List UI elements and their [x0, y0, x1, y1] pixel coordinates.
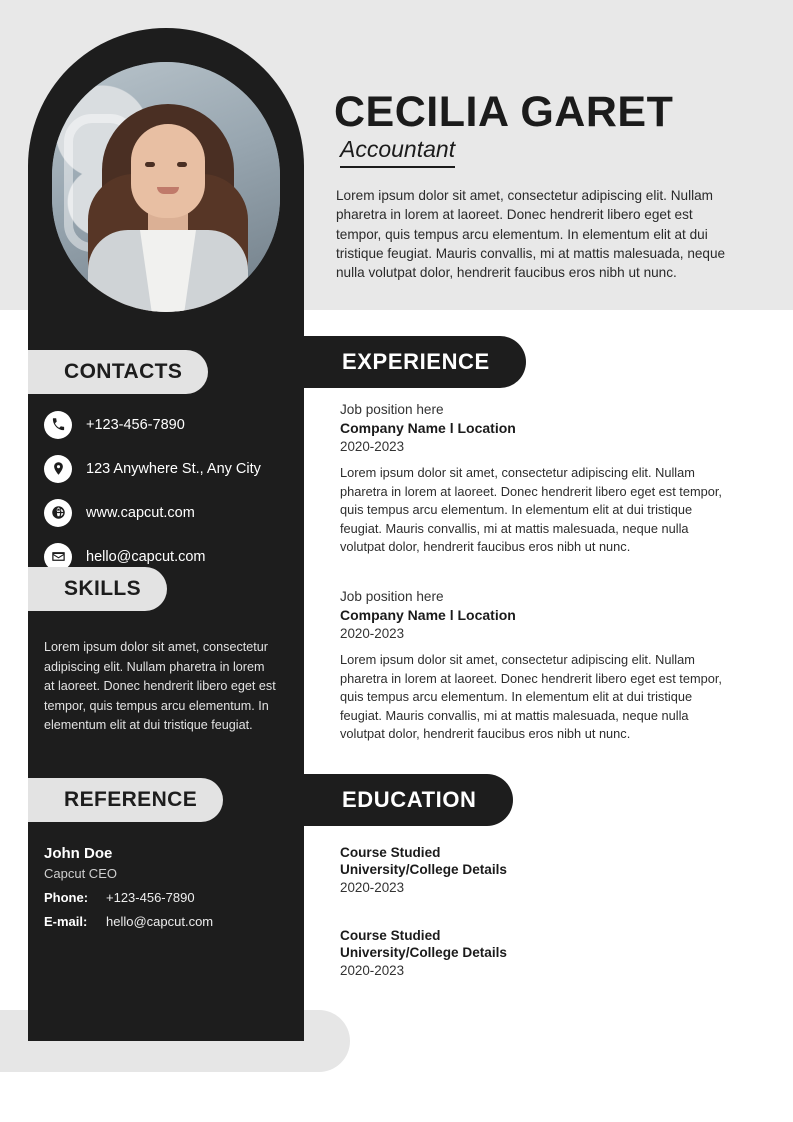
experience-description: Lorem ipsum dolor sit amet, consectetur adipiscing elit. Nullam pharetra in lorem at laoreet. Donec hendrerit libero eget est tempor, quis tempus arcu elementum. In elementum elit at dui tristique feugiat. Mauris convallis, mi at mattis malesuada, neque nulla volutpat dolor, hendrerit faucibus eros nibh ut nunc.: [340, 465, 722, 555]
education-item: [340, 845, 732, 905]
photo-person-face: [131, 124, 205, 218]
reference-role: Capcut CEO: [44, 866, 117, 881]
profile-photo: [52, 62, 280, 312]
contact-row-website[interactable]: [44, 494, 294, 531]
photo-person-body: [88, 230, 248, 312]
reference-email-value: hello@capcut.com: [106, 914, 214, 929]
reference-block: [44, 845, 284, 929]
education-heading: [304, 774, 513, 826]
reference-phone-label: Phone:: [44, 890, 89, 905]
reference-heading: [28, 778, 223, 822]
contact-email-text: hello@capcut.com: [86, 548, 206, 565]
experience-heading: [304, 336, 526, 388]
experience-position: Job position here: [340, 402, 444, 417]
education-dates: 2020-2023: [340, 880, 405, 895]
experience-dates: 2020-2023: [340, 439, 405, 454]
experience-position: Job position here: [340, 589, 444, 604]
experience-dates: 2020-2023: [340, 626, 405, 641]
location-pin-icon: [44, 455, 72, 483]
reference-phone-line: [44, 890, 284, 905]
education-university: University/College Details: [340, 862, 507, 877]
education-course: Course Studied: [340, 928, 441, 943]
skills-text: Lorem ipsum dolor sit amet, consectetur adipiscing elit. Nullam pharetra in lorem at laoreet. Donec hendrerit libero eget est tempor, quis tempus arcu elementum. In elementum elit at dui tristique feugiat.: [44, 640, 276, 733]
phone-icon: [44, 411, 72, 439]
education-item: [340, 928, 732, 988]
reference-name: John Doe: [44, 845, 113, 862]
skills-title: SKILLS: [64, 577, 142, 600]
education-title: EDUCATION: [342, 787, 477, 812]
experience-company: Company Name l Location: [340, 420, 516, 436]
education-course: Course Studied: [340, 845, 441, 860]
contact-website-text: www.capcut.com: [86, 504, 195, 521]
experience-item: [340, 402, 732, 557]
reference-email-label: E-mail:: [44, 914, 88, 929]
page-title: CECILIA GARET: [334, 88, 674, 136]
contacts-title: CONTACTS: [64, 360, 183, 383]
contact-row-phone[interactable]: [44, 406, 294, 443]
contact-row-address[interactable]: [44, 450, 294, 487]
reference-title: REFERENCE: [64, 788, 198, 811]
experience-title: EXPERIENCE: [342, 349, 490, 374]
contacts-list: [44, 406, 294, 582]
reference-phone-value: +123-456-7890: [106, 890, 195, 905]
education-university: University/College Details: [340, 945, 507, 960]
experience-description: Lorem ipsum dolor sit amet, consectetur adipiscing elit. Nullam pharetra in lorem at laoreet. Donec hendrerit libero eget est tempor, quis tempus arcu elementum. In elementum elit at dui tristique feugiat. Mauris convallis, mi at mattis malesuada, neque nulla volutpat dolor, hendrerit faucibus eros nibh ut nunc.: [340, 652, 722, 742]
contact-address-text: 123 Anywhere St., Any City: [86, 460, 261, 477]
job-title: Accountant: [340, 136, 455, 168]
contacts-heading: [28, 350, 208, 394]
education-dates: 2020-2023: [340, 963, 405, 978]
globe-icon: [44, 499, 72, 527]
experience-item: [340, 589, 732, 744]
contact-phone-text: +123-456-7890: [86, 416, 185, 433]
profile-summary: Lorem ipsum dolor sit amet, consectetur adipiscing elit. Nullam pharetra in lorem at laoreet. Donec hendrerit libero eget est tempor, quis tempus arcu elementum. In elementum elit at dui tristique feugiat. Mauris convallis, mi at mattis malesuada, neque nulla volutpat dolor, hendrerit faucibus eros nibh ut nunc.: [336, 188, 726, 281]
skills-heading: [28, 567, 167, 611]
reference-email-line: [44, 914, 284, 929]
experience-company: Company Name l Location: [340, 607, 516, 623]
